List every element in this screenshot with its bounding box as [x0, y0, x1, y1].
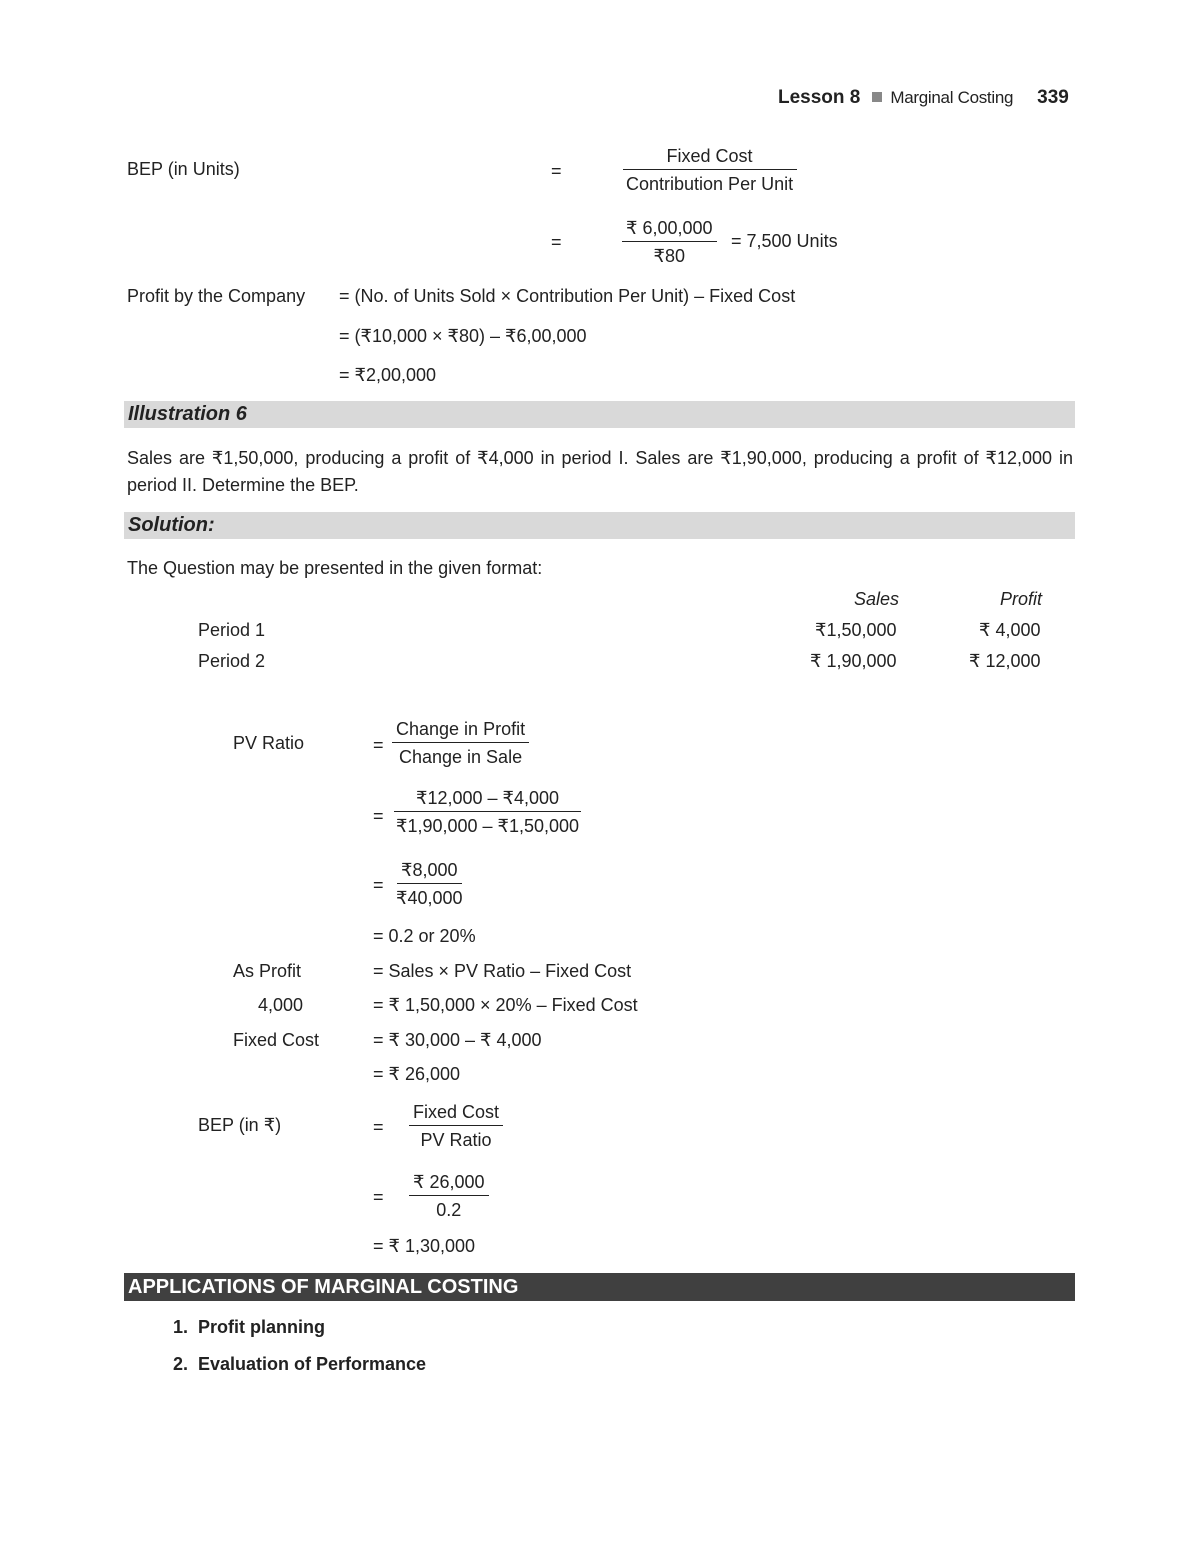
bep-fraction-1 [409, 1101, 503, 1151]
page-number: 339 [1037, 87, 1069, 108]
bep-units-fraction-1 [622, 145, 797, 195]
bep-units-fraction-2 [622, 217, 717, 267]
solution-intro: The Question may be presented in the given format: [127, 558, 543, 578]
square-bullet-icon [872, 92, 882, 102]
fraction-numerator: Change in Profit [392, 718, 529, 743]
list-item: 1. Profit planning [173, 1317, 325, 1337]
list-item: 2. Evaluation of Performance [173, 1354, 427, 1374]
pv-result: = 0.2 or 20% [373, 926, 476, 946]
fraction-denominator: Contribution Per Unit [626, 174, 794, 194]
fraction-numerator: ₹8,000 [397, 859, 462, 884]
fraction-denominator: ₹80 [653, 246, 685, 266]
bep-result: = ₹ 1,30,000 [373, 1236, 476, 1256]
pv-eq-2: = [373, 806, 384, 826]
solution-heading: Solution: [124, 512, 1075, 539]
fraction-numerator: Fixed Cost [623, 145, 797, 170]
fraction-denominator: ₹1,90,000 – ₹1,50,000 [396, 816, 580, 836]
fraction-numerator: ₹ 26,000 [409, 1171, 489, 1196]
fraction-denominator: Change in Sale [398, 747, 523, 767]
as-profit-line: = Sales × PV Ratio – Fixed Cost [373, 961, 632, 981]
fixed-cost-line: = ₹ 30,000 – ₹ 4,000 [373, 1030, 542, 1050]
bep-units-label: BEP (in Units) [127, 159, 240, 179]
pv-fraction-3 [392, 859, 467, 909]
fraction-numerator: Fixed Cost [409, 1101, 503, 1126]
table-cell-sales: ₹ 1,90,000 [810, 651, 897, 671]
table-row-label: Period 2 [198, 651, 266, 671]
lesson-topic: Marginal Costing [890, 88, 1014, 107]
table-cell-profit: ₹ 4,000 [979, 620, 1041, 640]
bep-eq-2: = [373, 1187, 384, 1207]
fraction-denominator: ₹40,000 [396, 888, 463, 908]
table-header-sales: Sales [854, 589, 900, 609]
pv-fraction-1 [392, 718, 529, 768]
fraction-denominator: 0.2 [436, 1200, 462, 1220]
illustration-heading: Illustration 6 [124, 401, 1075, 428]
fixed-cost-result: = ₹ 26,000 [373, 1064, 461, 1084]
bep-fraction-2 [409, 1171, 489, 1221]
fraction-denominator: PV Ratio [420, 1130, 492, 1150]
profit-line-3: = ₹2,00,000 [339, 365, 437, 385]
fraction-numerator: ₹12,000 – ₹4,000 [394, 787, 581, 812]
lesson-label: Lesson 8 [778, 87, 861, 108]
bep-units-result: = 7,500 Units [731, 231, 838, 251]
fixed-cost-label: Fixed Cost [233, 1030, 320, 1050]
pv-fraction-2 [392, 787, 583, 837]
bep-rupees-label: BEP (in ₹) [198, 1115, 282, 1135]
profit-value-label: 4,000 [258, 995, 304, 1015]
bep-eq-1: = [373, 1117, 384, 1137]
bep-units-eq2: = [551, 232, 562, 252]
applications-heading: APPLICATIONS OF MARGINAL COSTING [124, 1273, 1075, 1301]
table-cell-sales: ₹1,50,000 [815, 620, 897, 640]
pv-eq-1: = [373, 735, 384, 755]
pv-ratio-label: PV Ratio [233, 733, 305, 753]
illustration-text: Sales are ₹1,50,000, producing a profit of ₹4,000 in period I. Sales are ₹1,90,000, producing a profit of ₹12,000 in period II. Determine the BEP. [127, 448, 1073, 495]
table-row-label: Period 1 [198, 620, 266, 640]
profit-line-1: = (No. of Units Sold × Contribution Per Unit) – Fixed Cost [339, 286, 796, 306]
fraction-numerator: ₹ 6,00,000 [622, 217, 717, 242]
profit-line-2: = (₹10,000 × ₹80) – ₹6,00,000 [339, 326, 587, 346]
table-header-profit: Profit [1000, 589, 1043, 609]
page-header [778, 86, 1069, 109]
bep-units-eq1: = [551, 161, 562, 181]
as-profit-label: As Profit [233, 961, 302, 981]
profit-label: Profit by the Company [127, 286, 306, 306]
profit-value-line: = ₹ 1,50,000 × 20% – Fixed Cost [373, 995, 638, 1015]
table-cell-profit: ₹ 12,000 [969, 651, 1041, 671]
pv-eq-3: = [373, 875, 384, 895]
